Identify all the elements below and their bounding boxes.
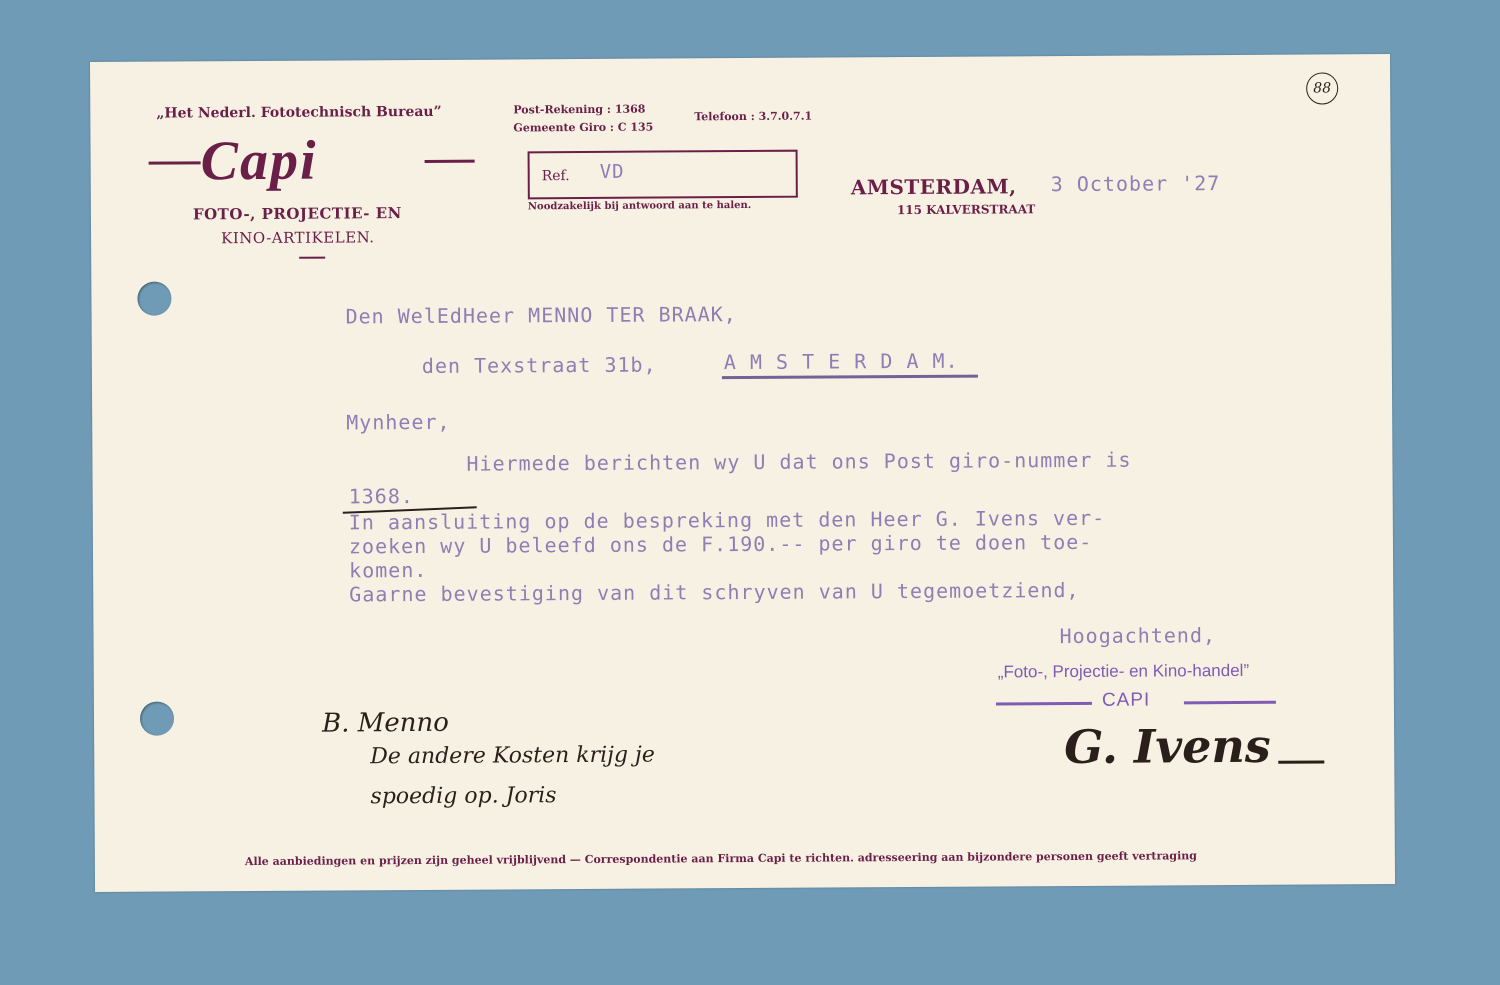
- letterhead-street: 115 KALVERSTRAAT: [896, 202, 1036, 218]
- letterhead-tagline: „Het Nederl. Fototechnisch Bureau”: [156, 103, 442, 122]
- telefoon: Telefoon : 3.7.0.7.1: [694, 109, 813, 124]
- body-line-3: In aansluiting op de bespreking met den Heer G. Ivens ver-: [348, 505, 1106, 535]
- company-stamp-line1: „Foto-, Projectie- en Kino-handel”: [997, 660, 1250, 682]
- letterhead-city: AMSTERDAM,: [850, 174, 1017, 200]
- punch-hole-bottom: [140, 701, 174, 735]
- gemeente-giro: Gemeente Giro : C 135: [513, 120, 654, 135]
- page-number: 88: [1306, 72, 1338, 104]
- company-stamp-line2: CAPI: [1101, 689, 1151, 711]
- products-line-2: KINO-ARTIKELEN.: [221, 228, 375, 248]
- body-line-5: komen.: [349, 557, 428, 583]
- body-line-4: zoeken wy U beleefd ons de F.190.-- per giro te doen toe-: [348, 529, 1093, 559]
- closing: Hoogachtend,: [1059, 623, 1217, 649]
- products-line-1: FOTO-, PROJECTIE- EN: [192, 204, 402, 224]
- stamp-rule-left: [996, 702, 1092, 706]
- capi-logo: Capi: [200, 129, 318, 193]
- reference-value: VD: [599, 160, 625, 183]
- logo-dash-left: [149, 161, 201, 164]
- logo-dash-right: [425, 160, 475, 163]
- salutation: Mynheer,: [346, 409, 451, 435]
- city-underline: [722, 375, 978, 380]
- punch-hole-top: [137, 282, 171, 316]
- recipient-city: A M S T E R D A M.: [723, 348, 959, 375]
- handwritten-note-line3: spoedig op. Joris: [370, 783, 557, 810]
- reference-note: Noodzakelijk bij antwoord aan te halen.: [527, 199, 752, 213]
- signature: G. Ivens: [1064, 718, 1271, 775]
- body-line-6: Gaarne bevestiging van dit schryven van U tegemoetziend,: [349, 577, 1080, 607]
- post-rekening: Post-Rekening : 1368: [513, 102, 646, 117]
- body-line-1: Hiermede berichten wy U dat ons Post giro-nummer is: [466, 447, 1132, 476]
- recipient-street: den Texstraat 31b,: [421, 352, 657, 378]
- letter-sheet: [90, 54, 1395, 892]
- letterhead-rule: [299, 257, 325, 259]
- footer-notice: Alle aanbiedingen en prijzen zijn geheel vrijblijvend — Correspondentie aan Firma Capi te richten. adresseering aan bijzondere personen geeft vertraging: [244, 849, 1197, 869]
- body-line-2: 1368.: [348, 484, 414, 509]
- reference-label: Ref.: [541, 168, 570, 185]
- handwritten-note-line2: De andere Kosten krijg je: [370, 742, 655, 770]
- recipient-name: Den WelEdHeer MENNO TER BRAAK,: [345, 302, 737, 329]
- letter-date: 3 October '27: [1050, 171, 1221, 197]
- handwritten-note-line1: B. Menno: [321, 707, 449, 739]
- reference-box: [528, 150, 798, 200]
- stamp-rule-right: [1184, 701, 1276, 705]
- signature-flourish: [1278, 760, 1324, 763]
